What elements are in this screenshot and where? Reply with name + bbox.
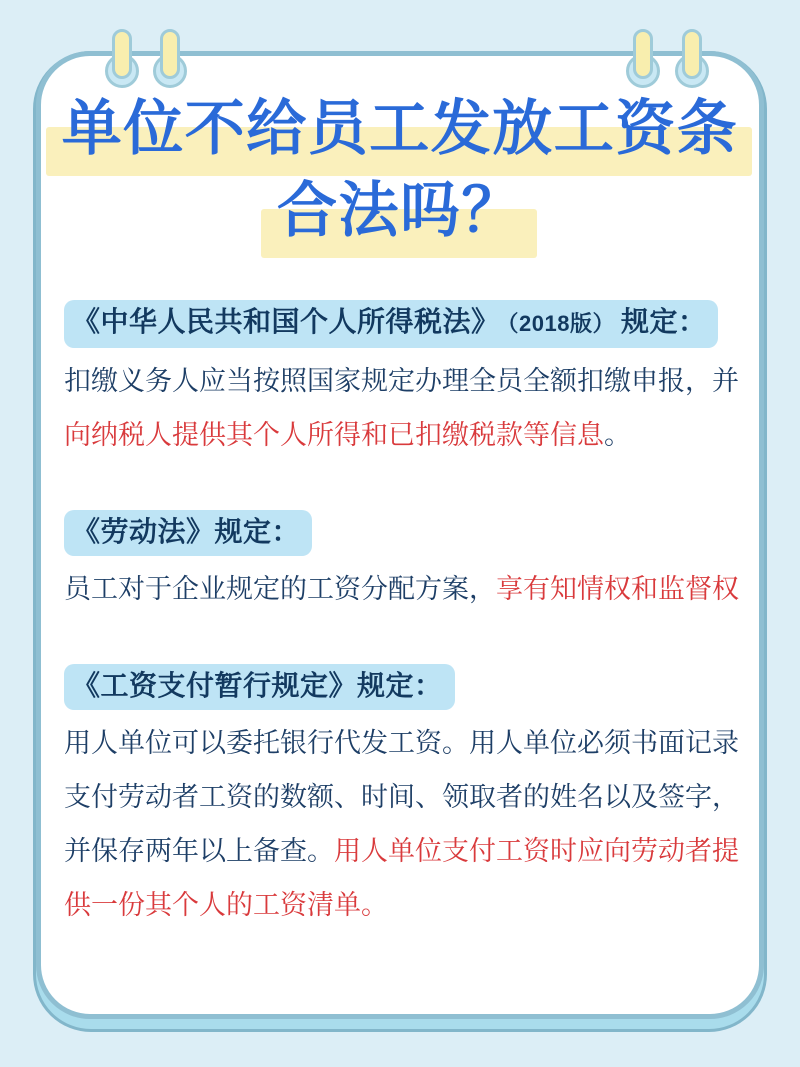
section-2-heading <box>64 510 312 556</box>
section-3-law-name: 《工资支付暂行规定》 <box>72 670 358 701</box>
binder-clip-icon <box>160 29 180 79</box>
section-labor-law <box>64 510 743 616</box>
section-1-heading-label: 规定： <box>620 306 707 337</box>
section-2-text: 员工对于企业规定的工资分配方案， <box>64 574 496 604</box>
section-1-law-name: 《中华人民共和国个人所得税法》 <box>72 306 500 337</box>
section-3-emphasis-text: 用人单位支付工资时应向劳动者提供一份其个人的工资清单。 <box>64 836 739 920</box>
section-3-text: 用人单位可以委托银行代发工资。用人单位必须书面记录支付劳动者工资的数额、时间、领取者的姓名以及签字，并保存两年以上备查。 <box>64 728 739 866</box>
section-3-heading <box>64 664 455 710</box>
section-individual-income-tax-law <box>64 300 743 462</box>
clip-pin-icon <box>160 29 180 79</box>
section-2-emphasis-text: 享有知情权和监督权 <box>496 574 739 604</box>
title-line-2-text: 合法吗？ <box>277 170 523 252</box>
section-2-body <box>64 562 743 616</box>
note-card <box>36 51 764 1019</box>
clip-pin-icon <box>633 29 653 79</box>
section-1-period: 。 <box>604 420 631 450</box>
content-area <box>41 300 759 932</box>
section-2-law-name: 《劳动法》 <box>72 516 215 547</box>
binder-clip-icon <box>112 29 132 79</box>
title-line-1-text: 单位不给员工发放工资条 <box>62 88 739 170</box>
clip-pin-icon <box>112 29 132 79</box>
section-1-heading <box>64 300 718 348</box>
section-1-emphasis-text: 向纳税人提供其个人所得和已扣缴税款等信息 <box>64 420 604 450</box>
section-wage-payment-regulations <box>64 664 743 932</box>
section-3-heading-label: 规定： <box>357 670 443 701</box>
title-line-1 <box>41 88 759 170</box>
section-2-heading-label: 规定： <box>214 516 301 547</box>
binder-clip-icon <box>682 29 702 79</box>
section-1-text: 扣缴义务人应当按照国家规定办理全员全额扣缴申报，并 <box>64 366 739 396</box>
title-line-2 <box>41 170 759 252</box>
section-1-law-version: （2018版） <box>507 311 615 336</box>
clip-pin-icon <box>682 29 702 79</box>
section-3-body <box>64 716 743 932</box>
section-1-body <box>64 354 743 462</box>
binder-clip-icon <box>633 29 653 79</box>
